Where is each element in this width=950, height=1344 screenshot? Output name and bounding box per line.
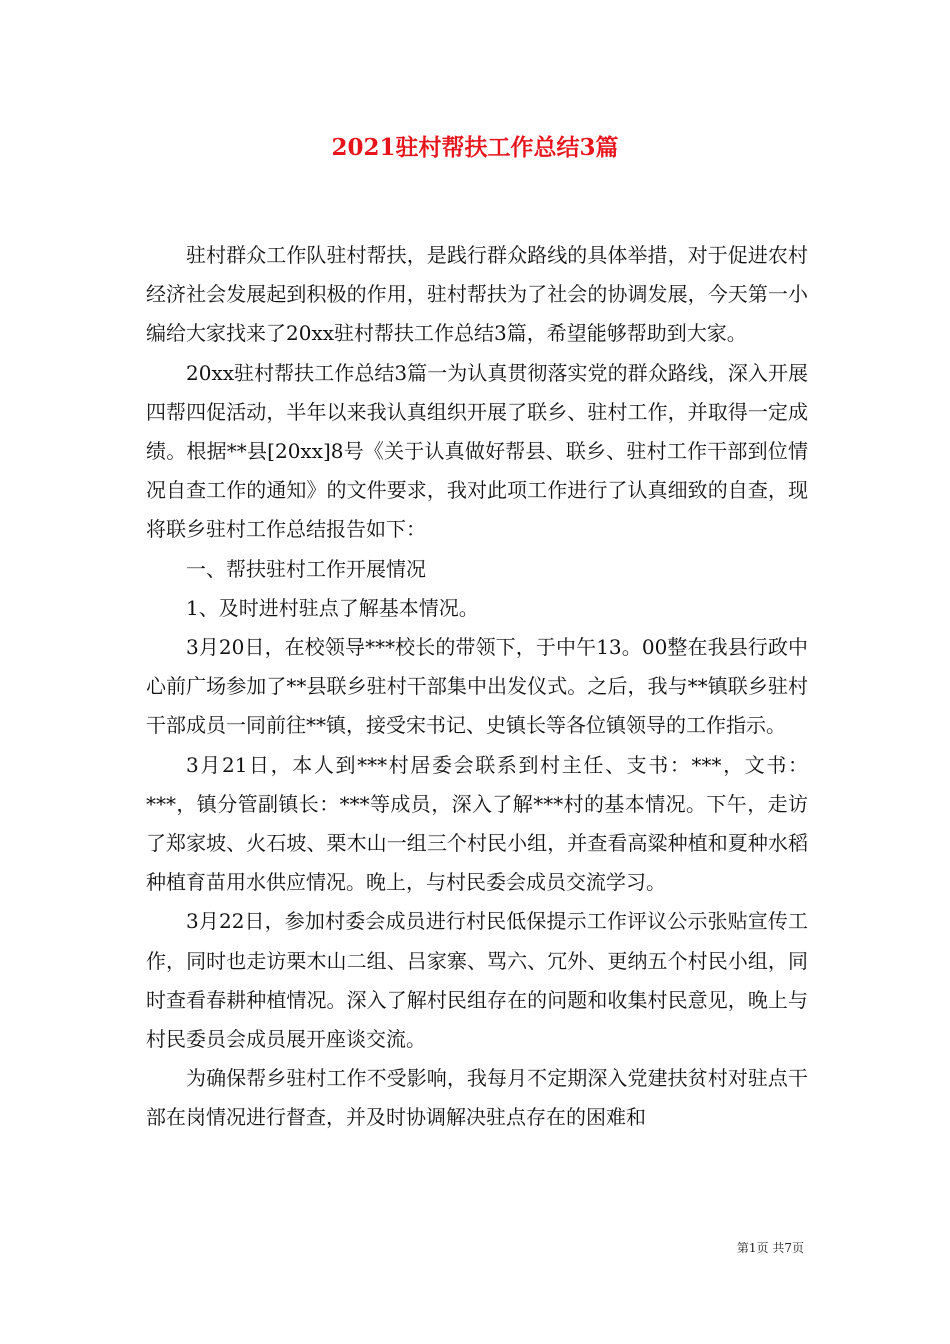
page-number: 第1页 共7页 xyxy=(736,1241,804,1255)
paragraph-supervision: 为确保帮乡驻村工作不受影响，我每月不定期深入党建扶贫村对驻点干部在岗情况进行督查，并及时协调解决驻点存在的困难和 xyxy=(146,1066,808,1130)
paragraph-march-20: 3月20日，在校领导***校长的带领下，于中午13。00整在我县行政中心前广场参加了**县联乡驻村干部集中出发仪式。之后，我与**镇联乡驻村干部成员一同前往**镇，接受宋书记、史镇长等各位镇领导的工作指示。 xyxy=(146,635,808,738)
section-heading: 一、帮扶驻村工作开展情况 xyxy=(186,556,426,581)
paragraph-march-21: 3月21日，本人到***村居委会联系到村主任、支书：***，文书：***，镇分管副镇长：***等成员，深入了解***村的基本情况。下午，走访了郑家坡、火石坡、栗木山一组三个村民小组，并查看高粱种植和夏种水稻种植育苗用水供应情况。晚上，与村民委会成员交流学习。 xyxy=(146,752,808,895)
paragraph-intro: 驻村群众工作队驻村帮扶，是践行群众路线的具体举措，对于促进农村经济社会发展起到积极的作用，驻村帮扶为了社会的协调发展，今天第一小编给大家找来了20xx驻村帮扶工作总结3篇，希望能够帮助到大家。 xyxy=(146,243,808,346)
document-body xyxy=(146,236,808,1138)
paragraph-summary-one: 20xx驻村帮扶工作总结3篇一为认真贯彻落实党的群众路线，深入开展四帮四促活动，半年以来我认真组织开展了联乡、驻村工作，并取得一定成绩。根据**县[20xx]8号《关于认真做好帮县、联乡、驻村工作干部到位情况自查工作的通知》的文件要求，我对此项工作进行了认真细致的自查，现将联乡驻村工作总结报告如下： xyxy=(146,360,808,542)
document-title: 2021驻村帮扶工作总结3篇 xyxy=(331,134,619,161)
paragraph-march-22: 3月22日，参加村委会成员进行村民低保提示工作评议公示张贴宣传工作，同时也走访栗木山二组、吕家寨、骂六、冗外、更纳五个村民小组，同时查看春耕种植情况。深入了解村民组存在的问题和收集村民意见，晚上与村民委员会成员展开座谈交流。 xyxy=(146,909,808,1052)
subsection-heading: 1、及时进村驻点了解基本情况。 xyxy=(186,595,479,620)
